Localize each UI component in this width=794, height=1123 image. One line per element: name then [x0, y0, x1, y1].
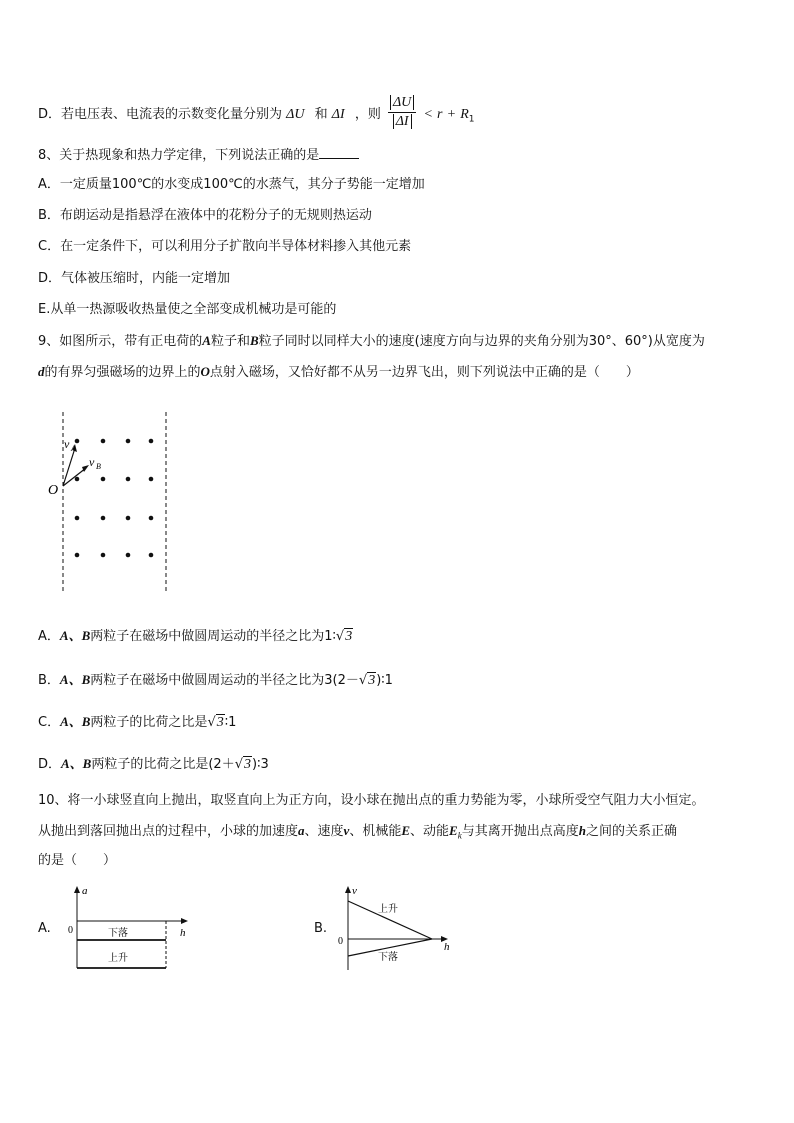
q10-var-Ek-sub: k — [457, 830, 462, 841]
q9b-tail: )∶1 — [376, 673, 393, 688]
q10b-y-label: v — [352, 885, 357, 897]
q7-option-d — [38, 96, 475, 133]
q10-var-v: v — [343, 823, 350, 838]
q9b-sqrt: √3 — [358, 673, 376, 688]
q9-stem1-c: 粒子同时以同样大小的速度(速度方向与边界的夹角分别为30°、60°)从宽度为 — [258, 334, 705, 349]
q7d-frac-den: ΔI — [393, 114, 412, 129]
q9b-rad: 3 — [368, 673, 376, 688]
q9a-vars: A、B — [59, 628, 91, 643]
q10-var-h: h — [578, 823, 586, 838]
q10-var-E: E — [401, 823, 410, 838]
q9d-pre: D． — [38, 757, 62, 772]
q9-option-c — [38, 713, 236, 732]
q9a-rad: 3 — [345, 629, 353, 644]
q9-stem2-a: 的有界匀强磁场的边界上的 — [44, 365, 201, 380]
q8-stem-text: 8、关于热现象和热力学定律，下列说法正确的是 — [38, 148, 320, 163]
q9-fig-vB: v — [89, 455, 95, 469]
q9d-rad: 3 — [244, 757, 251, 772]
q9c-rad: 3 — [216, 715, 224, 730]
q10-s2e: 与其离开抛出点高度 — [461, 824, 579, 839]
q9-stem-line2 — [38, 363, 639, 382]
q9a-text: 两粒子在磁场中做圆周运动的半径之比为1∶ — [90, 629, 336, 644]
q9-stem1-b: 粒子和 — [210, 334, 250, 349]
q10-s2a: 从抛出到落回抛出点的过程中，小球的加速度 — [38, 824, 299, 839]
q9-stem1-a: 9、如图所示，带有正电荷的 — [38, 334, 203, 349]
q8-option-e: E.从单一热源吸收热量使之全部变成机械功是可能的 — [38, 302, 337, 317]
q7d-prefix: D．若电压表、电流表的示数变化量分别为 — [38, 107, 283, 122]
q10-var-Ek: E — [449, 823, 458, 838]
q10-s2d: 、动能 — [410, 824, 450, 839]
q9c-text: 两粒子的比荷之比是 — [90, 715, 208, 730]
q7d-delta-u: ΔU — [286, 107, 305, 122]
q10-s2b: 、速度 — [304, 824, 344, 839]
q8-option-b: B．布朗运动是指悬浮在液体中的花粉分子的无规则热运动 — [38, 208, 372, 223]
q10-s2c: 、机械能 — [349, 824, 402, 839]
q10a-x-label: h — [180, 927, 186, 939]
q10-stem-line1: 10、将一小球竖直向上抛出，取竖直向上为正方向，设小球在抛出点的重力势能为零，小球所受空气阻力大小恒定。 — [38, 793, 705, 808]
q9-var-A: A — [202, 333, 211, 348]
q7d-then: ，则 — [354, 107, 381, 122]
q10b-origin: 0 — [338, 936, 343, 947]
q10a-rising-label: 上升 — [108, 953, 128, 964]
q9c-pre: C． — [38, 715, 61, 730]
q10-graph-b — [334, 884, 464, 974]
q7d-delta-i: ΔI — [331, 107, 345, 122]
q9-fig-O: O — [48, 483, 59, 498]
q9d-tail: )∶3 — [252, 757, 269, 772]
q9-option-d — [38, 755, 269, 774]
q9-magnetic-field-figure — [40, 408, 180, 592]
q9-var-O: O — [200, 364, 210, 379]
q9d-sqrt: √3 — [234, 757, 251, 772]
q7d-R: R — [460, 107, 469, 122]
q10a-origin: 0 — [68, 925, 73, 936]
q10-stem-line2 — [38, 822, 677, 845]
q7d-and: 和 — [314, 107, 328, 122]
q9a-sqrt: √3 — [335, 629, 353, 644]
q7d-R-sub: 1 — [468, 114, 475, 125]
q10-graph-a — [62, 884, 196, 974]
q10a-y-label: a — [82, 885, 88, 897]
q7d-plus: + — [446, 107, 457, 122]
q10-option-a-label: A. — [38, 921, 51, 936]
q9-var-d: d — [38, 364, 45, 379]
q7d-r: r — [437, 107, 443, 122]
q9-option-a — [38, 627, 353, 646]
q7d-frac-num: ΔU — [390, 95, 414, 110]
q9-stem-line1 — [38, 332, 705, 351]
q9-fig-vA-sub: A — [71, 444, 76, 453]
q10-s2f: 之间的关系正确 — [585, 824, 677, 839]
q9b-text: 两粒子在磁场中做圆周运动的半径之比为3(2－ — [90, 673, 359, 688]
q9a-pre: A． — [38, 629, 60, 644]
q7d-fraction — [388, 94, 416, 131]
q9c-vars: A、B — [60, 714, 91, 729]
q8-answer-blank — [319, 146, 359, 159]
q8-stem — [38, 146, 359, 165]
q9-fig-vB-sub: B — [96, 462, 101, 471]
q10b-falling-label: 下落 — [378, 952, 398, 963]
q10-stem-line3: 的是（ ） — [38, 853, 117, 868]
q10a-falling-label: 下落 — [108, 928, 128, 939]
q10-var-a: a — [298, 823, 305, 838]
q8-option-c: C．在一定条件下，可以利用分子扩散向半导体材料掺入其他元素 — [38, 239, 412, 254]
q9c-tail: ∶1 — [224, 715, 237, 730]
q9-field-dots — [75, 439, 154, 558]
q7d-lt: < — [423, 107, 433, 122]
q9-fig-vA: v — [64, 437, 70, 451]
q9-option-b — [38, 671, 393, 690]
q10b-rising-label: 上升 — [378, 904, 398, 915]
q9-velocity-a-arrow — [63, 448, 75, 486]
q9d-text: 两粒子的比荷之比是(2＋ — [91, 757, 235, 772]
q9b-vars: A、B — [59, 672, 91, 687]
q8-option-a: A．一定质量100℃的水变成100℃的水蒸气，其分子势能一定增加 — [38, 177, 425, 192]
q9b-pre: B． — [38, 673, 60, 688]
q8-option-d: D．气体被压缩时，内能一定增加 — [38, 271, 231, 286]
q9-var-B: B — [249, 333, 259, 348]
q9-stem2-b: 点射入磁场，又恰好都不从另一边界飞出，则下列说法中正确的是（ ） — [209, 365, 639, 380]
q10b-x-label: h — [444, 941, 450, 953]
q9d-vars: A、B — [61, 756, 92, 771]
q9c-sqrt: √3 — [207, 715, 224, 730]
q10-option-b-label: B. — [314, 921, 328, 936]
